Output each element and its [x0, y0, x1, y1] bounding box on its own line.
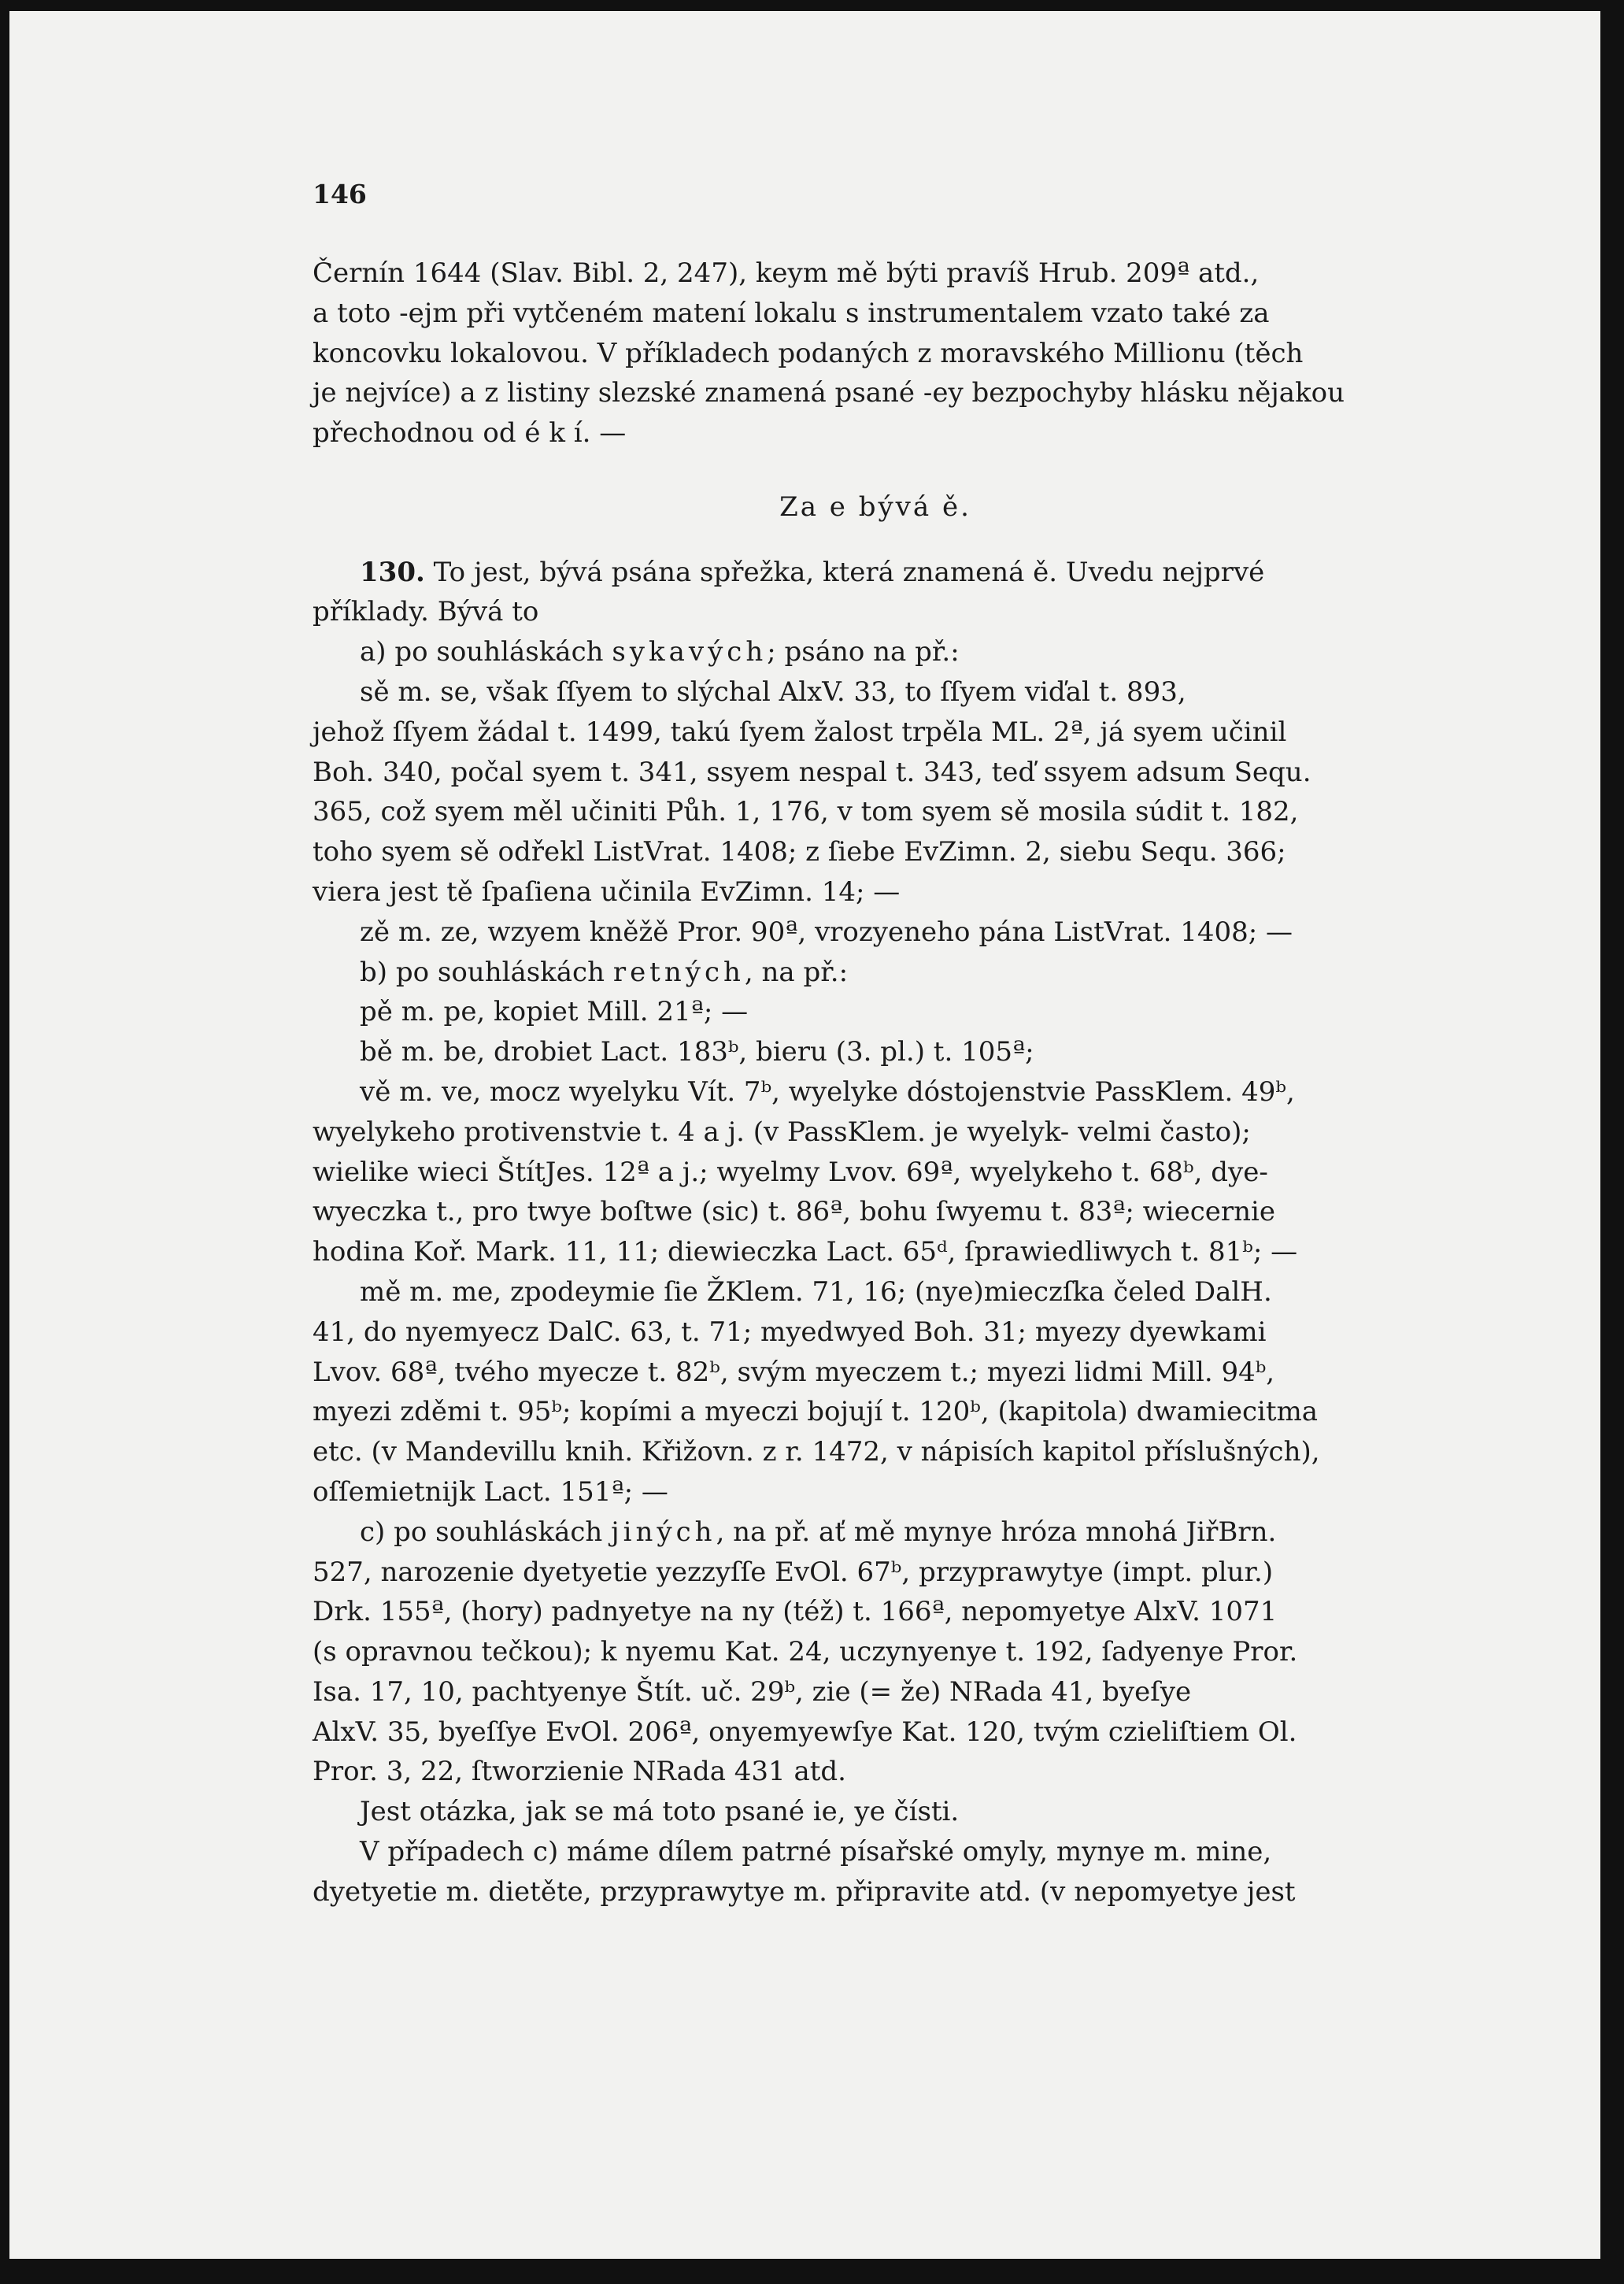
a-line: 365, což syem měl učiniti Půh. 1, 176, v tom syem sě mosila súdit t. 182, [313, 796, 1299, 828]
section-130 [313, 553, 1438, 1793]
b-line: wielike wieci ŠtítJes. 12ª a j.; wyelmy Lvov. 69ª, wyelykeho t. 68ᵇ, dye- [313, 1156, 1268, 1188]
a-line: jehož ſſyem žádal t. 1499, takú ſyem žalost trpěla ML. 2ª, já syem učinil [313, 716, 1287, 748]
intro-line: Černín 1644 (Slav. Bibl. 2, 247), keym mě býti pravíš Hrub. 209ª atd., [313, 257, 1260, 289]
b-line: pě m. pe, kopiet Mill. 21ª; — [360, 996, 749, 1028]
subsection-a-spaced: sykavých [612, 636, 768, 668]
b-line: etc. (v Mandevillu knih. Křižovn. z r. 1472, v nápisích kapitol příslušných), [313, 1436, 1320, 1468]
a-line: zě m. ze, wzyem kněžě Pror. 90ª, vrozyeneho pána ListVrat. 1408; — [360, 916, 1293, 948]
b-line: mě m. me, zpodeymie ſie ŽKlem. 71, 16; (nye)mieczſka čeled DalH. [360, 1275, 1272, 1308]
c-line: Isa. 17, 10, pachtyenye Štít. uč. 29ᵇ, zie (= že) NRada 41, byeſye [313, 1675, 1192, 1708]
question-paragraph [313, 1792, 1438, 1832]
intro-line: a toto -ejm při vytčeném matení lokalu s instrumentalem vzato také za [313, 297, 1270, 329]
intro-line: je nejvíce) a z listiny slezské znamená psané -ey bezpochyby hlásku nějakou [313, 377, 1345, 409]
intro-line: přechodnou od é k í. — [313, 417, 627, 450]
subsection-a-label: a) po souhláskách [360, 636, 604, 668]
c-line: AlxV. 35, byeſſye EvOl. 206ª, onyemyewſye Kat. 120, tvým czieliſtiem Ol. [313, 1716, 1297, 1748]
section-text: To jest, bývá psána spřežka, která znamená ě. Uvedu nejprvé [433, 556, 1265, 588]
main-text [313, 161, 1438, 1912]
b-line: vě m. ve, mocz wyelyku Vít. 7ᵇ, wyelyke dóstojenstvie PassKlem. 49ᵇ, [360, 1075, 1295, 1108]
page-number: 146 [313, 179, 367, 209]
subsection-c-label: c) po souhláskách [360, 1516, 603, 1548]
intro-paragraph [313, 254, 1438, 453]
b-line: 41, do nyemyecz DalC. 63, t. 71; myedwyed Boh. 31; myezy dyewkami [313, 1316, 1267, 1348]
subsection-c-heading [313, 1512, 1438, 1553]
section-number: 130. [360, 556, 425, 588]
question-line: Jest otázka, jak se má toto psané ie, ye čísti. [360, 1796, 960, 1828]
c-line: (s opravnou tečkou); k nyemu Kat. 24, uczynyenye t. 192, ſadyenye Pror. [313, 1636, 1298, 1668]
final-line: dyetyetie m. dietěte, przyprawytye m. připravite atd. (v nepomyetye jest [313, 1875, 1296, 1908]
a-line: toho syem sě odřekl ListVrat. 1408; z ſiebe EvZimn. 2, siebu Sequ. 366; [313, 836, 1286, 868]
subsection-c-spaced: jiných [611, 1516, 716, 1548]
c-line: 527, narozenie dyetyetie yezzyſſe EvOl. 67ᵇ, przyprawytye (impt. plur.) [313, 1556, 1274, 1588]
b-line: bě m. be, drobiet Lact. 183ᵇ, bieru (3. pl.) t. 105ª; [360, 1036, 1034, 1068]
section-heading: Za e bývá ě. [779, 490, 971, 523]
subsection-a-heading [313, 632, 1438, 672]
b-line: oſſemietnijk Lact. 151ª; — [313, 1475, 668, 1508]
book-page [9, 11, 1600, 2259]
subsection-b-rest: , na př.: [744, 956, 849, 988]
top-spacer [313, 161, 1438, 254]
section-line: příklady. Bývá to [313, 596, 539, 628]
b-line: hodina Koř. Mark. 11, 11; diewieczka Lact. 65ᵈ, ſprawiedliwych t. 81ᵇ; — [313, 1236, 1298, 1268]
final-paragraph [313, 1832, 1438, 1912]
intro-line: koncovku lokalovou. V příkladech podaných z moravského Millionu (těch [313, 337, 1304, 369]
a-line: sě m. se, však ſſyem to slýchal AlxV. 33, to ſſyem viďal t. 893, [360, 676, 1186, 708]
b-line: myezi zděmi t. 95ᵇ; kopími a myeczi bojují t. 120ᵇ, (kapitola) dwamiecitma [313, 1396, 1319, 1428]
final-line: V případech c) máme dílem patrné písařské omyly, mynye m. mine, [360, 1836, 1272, 1868]
b-line: Lvov. 68ª, tvého myecze t. 82ᵇ, svým myeczem t.; myezi lidmi Mill. 94ᵇ, [313, 1356, 1275, 1388]
b-line: wyeczka t., pro twye boſtwe (sic) t. 86ª, bohu ſwyemu t. 83ª; wiecernie [313, 1196, 1276, 1228]
subsection-c-rest: , na př. ať mě mynye hróza mnohá JiřBrn. [716, 1516, 1277, 1548]
section-first-line [313, 553, 1438, 593]
subsection-b-spaced: retných [612, 956, 745, 988]
a-line: Boh. 340, počal syem t. 341, ssyem nespal t. 343, teď ssyem adsum Sequ. [313, 756, 1311, 788]
c-line: Pror. 3, 22, ſtworzienie NRada 431 atd. [313, 1756, 846, 1788]
b-line: wyelykeho protivenstvie t. 4 a j. (v PassKlem. je wyelyk- velmi často); [313, 1116, 1251, 1148]
c-line: Drk. 155ª, (hory) padnyetye na ny (též) t. 166ª, nepomyetye AlxV. 1071 [313, 1596, 1278, 1628]
subsection-b-label: b) po souhláskách [360, 956, 605, 988]
subsection-b-heading [313, 953, 1438, 993]
subsection-a-rest: ; psáno na př.: [767, 636, 960, 668]
a-line: viera jest tě ſpaſiena učinila EvZimn. 14; — [313, 875, 901, 908]
